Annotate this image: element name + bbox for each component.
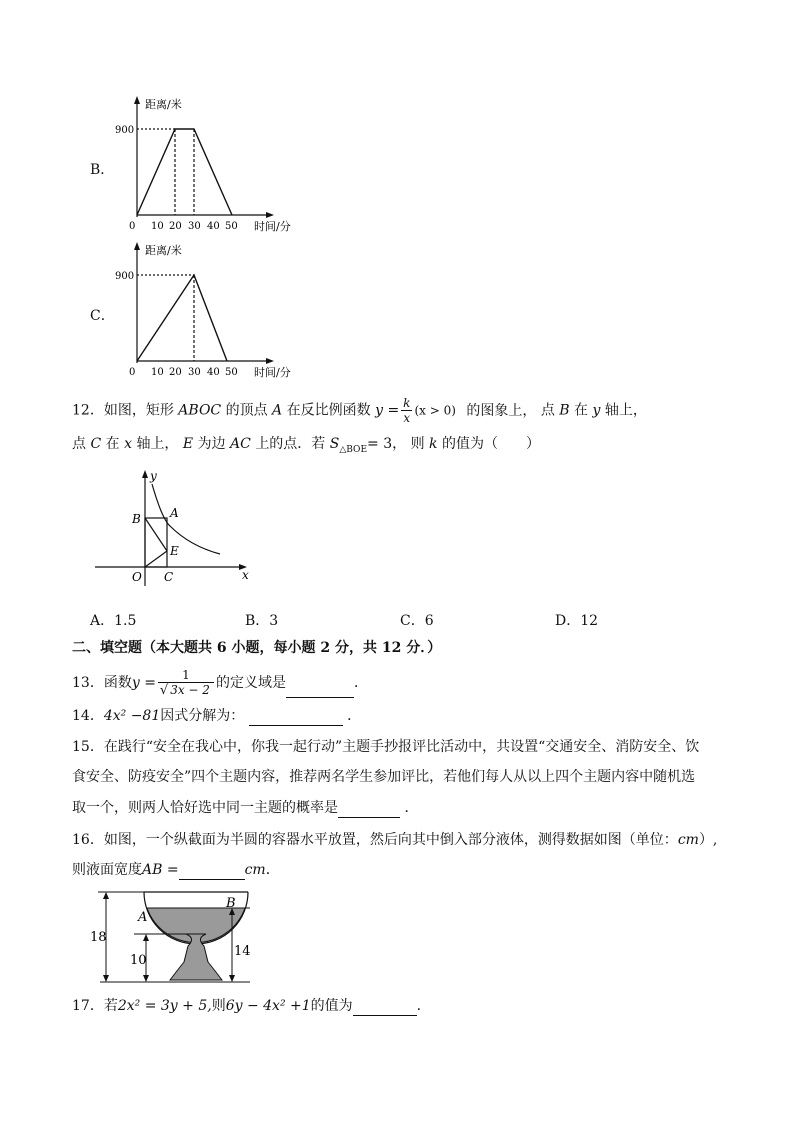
- fig-label-a: A: [138, 910, 148, 925]
- chart-b-line: [137, 129, 232, 215]
- q12-choice-a: A．1.5: [90, 613, 137, 629]
- q12-choice-c: C．6: [400, 613, 434, 629]
- section-heading: 二、填空题（本大题共 6 小题，每小题 2 分，共 12 分．）: [72, 640, 442, 656]
- fig-label-y: y: [150, 469, 157, 483]
- q17-answer-blank[interactable]: [353, 1001, 417, 1016]
- chart-b-xtick: 20: [169, 221, 182, 232]
- fig-dim-10: 10: [130, 953, 147, 968]
- chart-b-xtick: 10: [151, 221, 164, 232]
- q13-answer-blank[interactable]: [286, 683, 354, 698]
- chart-c-xtick: 50: [225, 367, 238, 378]
- q12-line2: 点 C 在 x 轴上， E 为边 AC 上的点．若 $S_{\triangle BOE}= 3$， 则 k 的值为（ ）: [72, 436, 540, 455]
- chart-c-xtick: 10: [151, 367, 164, 378]
- chart-c-ylabel: 距离/米: [145, 244, 182, 257]
- q16-answer-blank[interactable]: [179, 865, 245, 880]
- fig-label-a: A: [170, 506, 179, 520]
- chart-c-xtick: 30: [188, 367, 201, 378]
- chart-c-xtick: 20: [169, 367, 182, 378]
- q17: 17．若2x² = 3y + 5,则6y − 4x² +1的值为 .: [72, 998, 422, 1014]
- q15-line1: 15．在践行“安全在我心中，你我一起行动”主题手抄报评比活动中，共设置“交通安全、消防安全、饮: [72, 739, 700, 755]
- chart-c-line: [137, 275, 227, 361]
- q13: 13．函数y = $\frac{1}{√ 3x - 2}$ 的定义域是 ．: [72, 668, 368, 698]
- chart-b-xtick: 50: [225, 221, 238, 232]
- fig-label-e: E: [170, 544, 179, 558]
- q15-answer-blank[interactable]: [338, 803, 400, 818]
- chart-b-xtick: 30: [188, 221, 201, 232]
- option-b-label: B．: [90, 162, 115, 178]
- option-c-label: C．: [90, 308, 115, 324]
- q16-figure: [88, 888, 258, 988]
- q12-choice-d: D．12: [555, 613, 599, 629]
- chart-c-xtick: 40: [207, 367, 220, 378]
- chart-b-xlabel: 时间/分: [254, 220, 291, 233]
- fig-label-c: C: [164, 570, 174, 584]
- fig-label-x: x: [242, 568, 249, 582]
- q15-line3: 取一个，则两人恰好选中同一主题的概率是 ．: [72, 800, 419, 816]
- q12-figure: [90, 464, 260, 594]
- q15-line2: 食安全、防疫安全”四个主题内容，推荐两名学生参加评比，若他们每人从以上四个主题内容中随机选: [72, 769, 696, 785]
- q13-fraction: $\frac{1}{√ 3x - 2}$: [158, 668, 214, 698]
- q12-line1: 12．如图，矩形 ABOC 的顶点 A 在反比例函数 y = $\frac{k}{x}$ (x > 0) 的图象上， 点 B 在 y 轴上，: [72, 396, 647, 425]
- chart-b: [110, 92, 310, 237]
- chart-c-ytick: 900: [115, 271, 135, 282]
- chart-b-origin: 0: [129, 221, 136, 232]
- chart-c-xlabel: 时间/分: [254, 366, 291, 379]
- chart-b-ylabel: 距离/米: [145, 98, 182, 111]
- fig-label-b: B: [226, 896, 236, 911]
- fig-dim-14: 14: [234, 944, 251, 959]
- q16-line2: 则液面宽度AB = cm．: [72, 862, 280, 878]
- fig-label-o: O: [132, 570, 142, 584]
- fig-label-b: B: [132, 512, 141, 526]
- chart-b-ytick: 900: [115, 125, 135, 136]
- chart-c-origin: 0: [129, 367, 136, 378]
- fig-dim-18: 18: [90, 930, 107, 945]
- q16-line1: 16．如图，一个纵截面为半圆的容器水平放置，然后向其中倒入部分液体，测得数据如图（单位：cm）,: [72, 832, 718, 848]
- chart-b-xtick: 40: [207, 221, 220, 232]
- q14: 14．4x² −81因式分解为： ．: [72, 708, 362, 724]
- q12-fraction: $\frac{k}{x}$: [403, 396, 411, 425]
- chart-c: [110, 238, 310, 383]
- q14-answer-blank[interactable]: [249, 711, 343, 726]
- q12-choice-b: B．3: [245, 613, 279, 629]
